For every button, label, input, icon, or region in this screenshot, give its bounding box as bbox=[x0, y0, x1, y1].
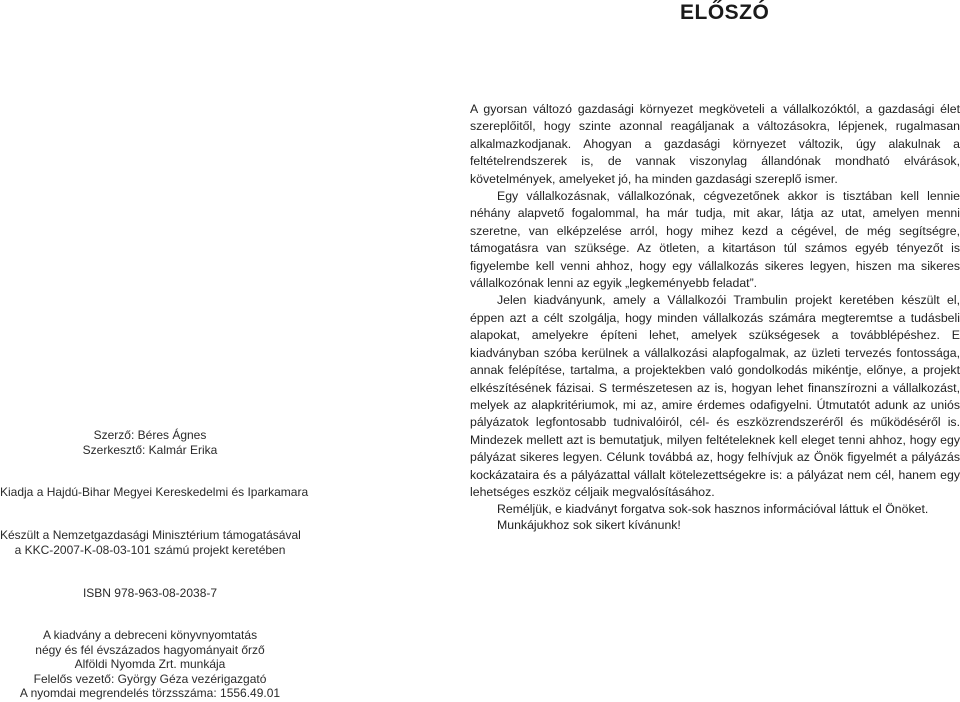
closing-line: Munkájukhoz sok sikert kívánunk! bbox=[497, 518, 681, 532]
foreword-paragraph-1: A gyorsan változó gazdasági környezet megköveteli a vállalkozóktól, a gazdasági élet szereplőitől, hogy szinte azonnal reagáljanak a változásokra, lépjenek, rugalmasan alkalmazkodjanak. Ahogyan a gazdasági környezet változik, úgy alakulnak a feltételrendszerek is, de vannak viszonylag állandónak mondható elvárások, követelmények, amelyeket jó, ha minden gazdasági szereplő ismer. bbox=[470, 102, 960, 186]
foreword-text bbox=[470, 101, 960, 519]
foreword-paragraph-3: Jelen kiadványunk, amely a Vállalkozói Trambulin projekt keretében készült el, éppen azt a célt szolgálja, hogy minden vállalkozás számára megteremtse a tudásbeli alapokat, amelyekre építeni lehet, amelyek szükségesek a továbblépéshez. E kiadványban szóba kerülnek a vállalkozási alapfogalmak, az üzleti tervezés fontossága, annak felépítése, tartalma, a projektekben való gondolkodás mikéntje, előnye, a projekt elkészítésének fázisai. S természetesen az is, hogyan lehet finanszírozni a vállalkozást, melyek az alapkritériumok, mi az, amire érdemes odafigyelni. Útmutatót adunk az uniós pályázatok legfontosabb tudnivalóiról, cél- és eszközrendszeréről és működéséről is. Mindezek mellett azt is bemutatjuk, milyen feltételeknek kell eleget tenni ahhoz, hogy egy pályázat sikeres legyen. Célunk továbbá az, hogy felhívjuk az Önök figyelmét a pályázás kockázataira és a pályázattal vállalt kötelezettségekre is: a pályázat nem cél, hanem egy lehetséges eszköz céljaik megvalósításához. bbox=[470, 293, 960, 499]
printing-block bbox=[0, 628, 300, 701]
printing-line-2: négy és fél évszázados hagyományait őrző bbox=[35, 642, 265, 657]
support-line-1: Készült a Nemzetgazdasági Minisztérium támogatásával bbox=[0, 528, 301, 542]
printing-line-4: Felelős vezető: György Géza vezérigazgató bbox=[33, 671, 267, 686]
page-title: ELŐSZÓ bbox=[680, 1, 770, 24]
printing-line-5: A nyomdai megrendelés törzsszáma: 1556.49.01 bbox=[19, 686, 281, 700]
editor-line: Szerkesztő: Kalmár Erika bbox=[82, 442, 218, 457]
support-block bbox=[0, 528, 300, 557]
publisher-text: Kiadja a Hajdú-Bihar Megyei Kereskedelmi és Iparkamara bbox=[0, 485, 309, 499]
isbn-line: ISBN 978-963-08-2038-7 bbox=[82, 586, 218, 600]
foreword-paragraph-2: Egy vállalkozásnak, vállalkozónak, cégvezetőnek akkor is tisztában kell lennie néhány alapvető fogalommal, ha már tudja, mit akar, látja az utat, amelyen menni szeretne, van elképzelése arról, hogy mihez kezd a cégével, de még segítségre, támogatásra van szüksége. Az ötleten, a kitartáson túl számos egyéb tényezőt is figyelembe kell venni ahhoz, hogy egy vállalkozás sikeres legyen, hiszen ma sikeres vállalkozónak lenni az egyik „legkeményebb feladat”. bbox=[470, 189, 960, 291]
credits-block bbox=[0, 428, 300, 457]
printing-line-3: Alföldi Nyomda Zrt. munkája bbox=[74, 657, 226, 671]
publisher-line bbox=[0, 485, 309, 500]
foreword-paragraph-4: Reméljük, e kiadványt forgatva sok-sok hasznos információval láttuk el Önöket. bbox=[497, 502, 929, 517]
author-line: Szerző: Béres Ágnes bbox=[93, 428, 207, 442]
printing-line-1: A kiadvány a debreceni könyvnyomtatás bbox=[42, 628, 258, 642]
support-line-2: a KKC-2007-K-08-03-101 számú projekt keretében bbox=[14, 542, 286, 557]
